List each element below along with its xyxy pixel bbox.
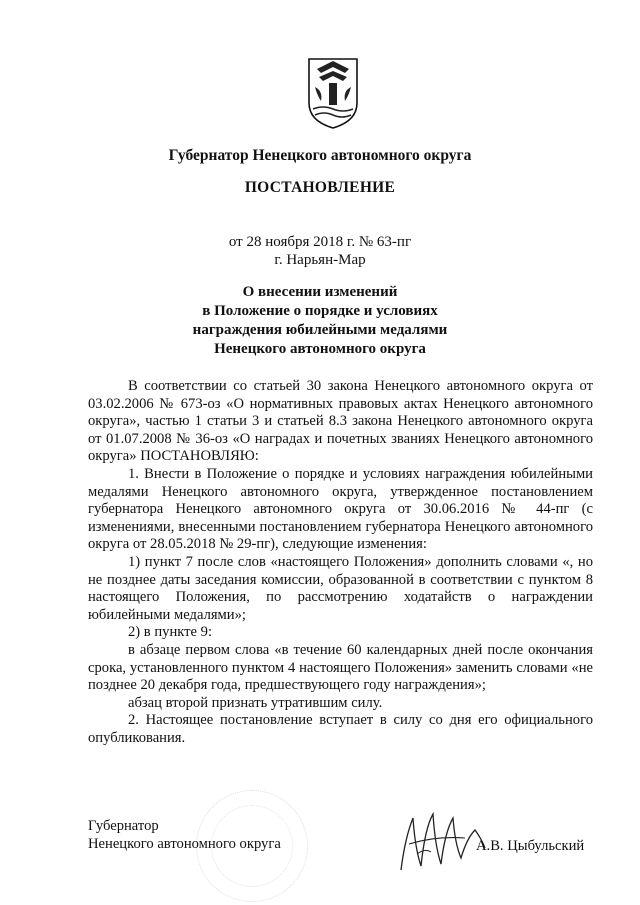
signatory-position xyxy=(88,817,281,853)
document-type: ПОСТАНОВЛЕНИЕ xyxy=(244,179,396,196)
body-paragraph: В соответствии со статьей 30 закона Ненецкого автономного округа от 03.02.2006 № 673-оз «О нормативных правовых актах Ненецкого автономного округа», частью 1 статьи 3 и статьей 8.3 закона Ненецкого автономного округа от 01.07.2008 № 36-оз «О наградах и почетных званиях Ненецкого автономного округа» ПОСТАНОВЛЯЮ: xyxy=(88,378,593,465)
body-paragraph: 1. Внести в Положение о порядке и условиях награждения юбилейными медалями Ненецкого автономного округа, утвержденное постановлением губернатора Ненецкого автономного округа от 30.06.2016 № 44-пг (с изменениями, внесенными постановлением губернатора Ненецкого автономного округа от 28.05.2018 № 29-пг), следующие изменения: xyxy=(88,465,593,553)
body-paragraph: в абзаце первом слова «в течение 60 календарных дней после окончания срока, установленного пунктом 4 настоящего Положения» заменить словами «не позднее 20 декабря года, предшествующего году награждения»; xyxy=(88,641,593,694)
body-paragraph: 2) в пункте 9: xyxy=(128,624,213,641)
document-title xyxy=(0,283,640,359)
document-body xyxy=(88,378,593,747)
place-line: г. Нарьян-Мар xyxy=(274,252,366,268)
title-line: в Положение о порядке и условиях xyxy=(202,303,438,319)
signatory-title-line: Губернатор xyxy=(88,818,159,834)
date-number-line: от 28 ноября 2018 г. № 63-пг xyxy=(228,234,412,250)
date-block xyxy=(0,233,640,269)
signatory-title-line: Ненецкого автономного округа xyxy=(88,836,281,852)
title-line: награждения юбилейными медалями xyxy=(192,322,448,338)
title-line: Ненецкого автономного округа xyxy=(214,341,426,357)
body-paragraph: 2. Настоящее постановление вступает в силу со дня его официального опубликования. xyxy=(88,712,593,746)
signatory-name: А.В. Цыбульский xyxy=(476,838,585,854)
body-paragraph: абзац второй признать утратившим силу. xyxy=(128,694,383,711)
coat-of-arms-emblem xyxy=(305,55,361,131)
body-paragraph: 1) пункт 7 после слов «настоящего Положения» дополнить словами «, но не позднее даты заседания комиссии, образованной в соответствии с пунктом 8 настоящего Положения, по рассмотрению ходатайств о награждении юбилейными медалями»; xyxy=(88,553,593,623)
title-line: О внесении изменений xyxy=(242,284,398,300)
issuing-authority: Губернатор Ненецкого автономного округа xyxy=(168,147,472,164)
